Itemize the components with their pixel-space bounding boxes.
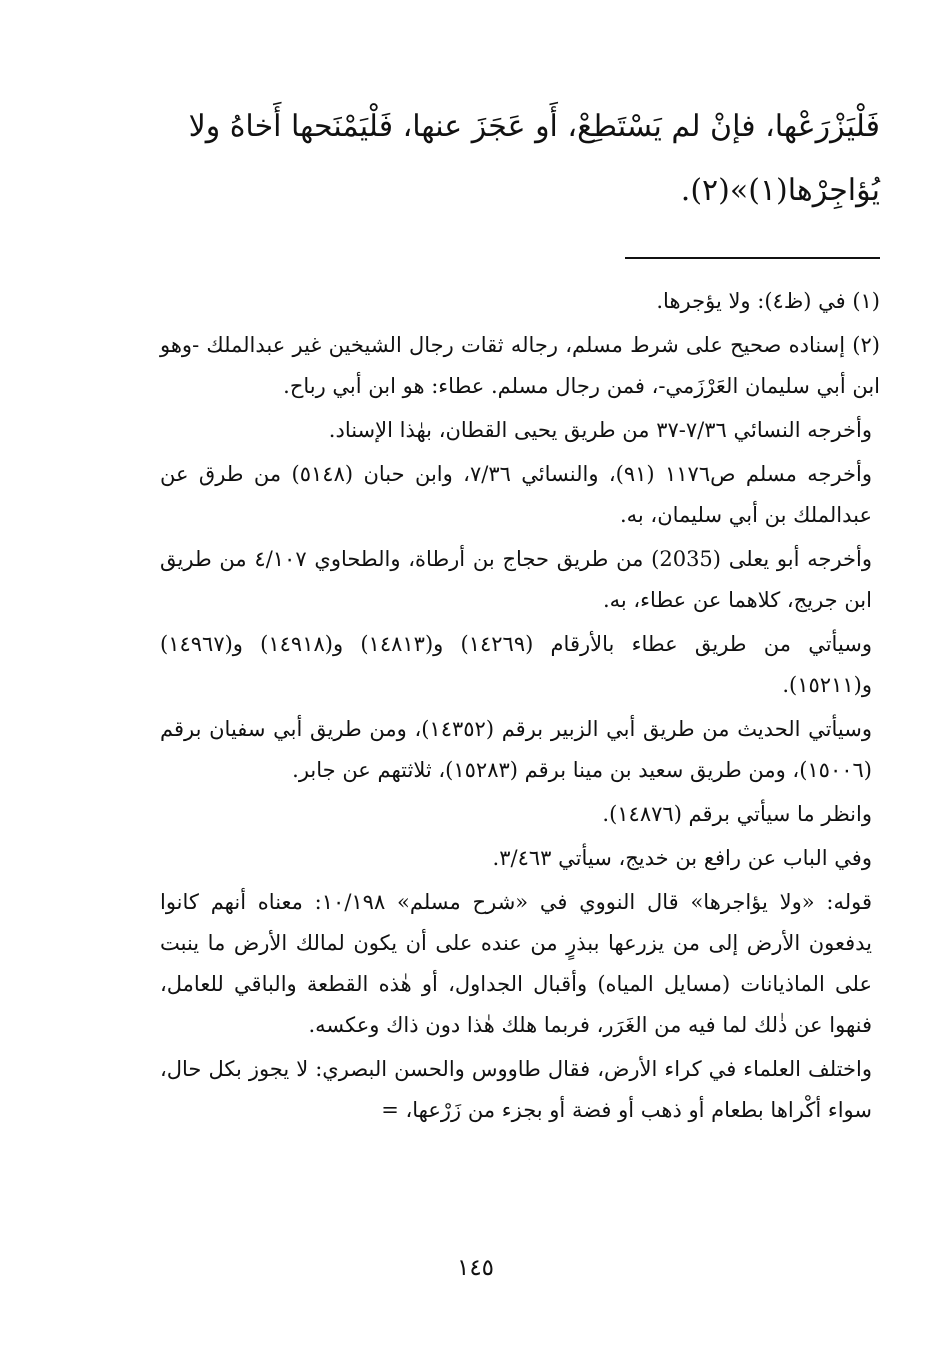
footnotes [160, 281, 880, 1131]
footnote-2: (٢) إسناده صحيح على شرط مسلم، رجاله ثقات رجال الشيخين غير عبدالملك -وهو ابن أبي سليمان العَرْزَمي-، فمن رجال مسلم. عطاء: هو ابن أبي رباح. [160, 333, 880, 398]
footnote-paragraph: وأخرجه مسلم ص١١٧٦ (٩١)، والنسائي ٧/٣٦، وابن حبان (٥١٤٨) من طرق عن عبدالملك بن أبي سليمان، به. [160, 462, 872, 527]
footnote-paragraph: وفي الباب عن رافع بن خديج، سيأتي ٣/٤٦٣. [492, 846, 872, 870]
main-text-line-1: فَلْيَزْرَعْها، فإنْ لم يَسْتَطِعْ، أَو عَجَزَ عنها، فَلْيَمْنَحها أَخاهُ ولا [188, 109, 880, 144]
footnote-1: (١) في (ظ٤): ولا يؤجرها. [656, 289, 880, 313]
footnote-separator [625, 257, 880, 259]
footnote-paragraph: وأخرجه النسائي ٧/٣٦-٣٧ من طريق يحيى القطان، بهٰذا الإسناد. [328, 418, 872, 442]
page-number: ١٤٥ [456, 1255, 495, 1281]
footnote-paragraph: وسيأتي الحديث من طريق أبي الزبير برقم (١٤٣٥٢)، ومن طريق أبي سفيان برقم (١٥٠٠٦)، ومن طريق سعيد بن مينا برقم (١٥٢٨٣)، ثلاثتهم عن جابر. [160, 717, 872, 782]
footnote-paragraph: وسيأتي من طريق عطاء بالأرقام (١٤٢٦٩) و(١٤٨١٣) و(١٤٩١٨) و(١٤٩٦٧) و(١٥٢١١). [160, 632, 873, 697]
footnote-paragraph: وانظر ما سيأتي برقم (١٤٨٧٦). [602, 802, 872, 826]
main-text [160, 95, 880, 223]
footnote-paragraph: وأخرجه أبو يعلى (2035) من طريق حجاج بن أرطاة، والطحاوي ٤/١٠٧ من طريق ابن جريج، كلاهما عن عطاء، به. [160, 547, 873, 612]
footnote-paragraph: قوله: «ولا يؤاجرها» قال النووي في «شرح مسلم» ١٠/١٩٨: معناه أنهم كانوا يدفعون الأرض إلى من يزرعها ببذرٍ من عنده على أن يكون لمالك الأرض ما ينبت على الماذيانات (مسايل المياه) وأقبال الجداول، أو هٰذه القطعة والباقي للعامل، فنهوا عن ذٰلك لما فيه من الغَرَر، فربما هلك هٰذا دون ذاك وعكسه. [160, 890, 872, 1037]
footnote-paragraph: واختلف العلماء في كراء الأرض، فقال طاووس والحسن البصري: لا يجوز بكل حال، سواء أكْراها بطعام أو ذهب أو فضة أو بجزء من زَرْعها، = [160, 1057, 872, 1122]
page-body [160, 95, 880, 1134]
main-text-line-2: يُؤاجِرْها(١)»(٢). [680, 173, 880, 208]
